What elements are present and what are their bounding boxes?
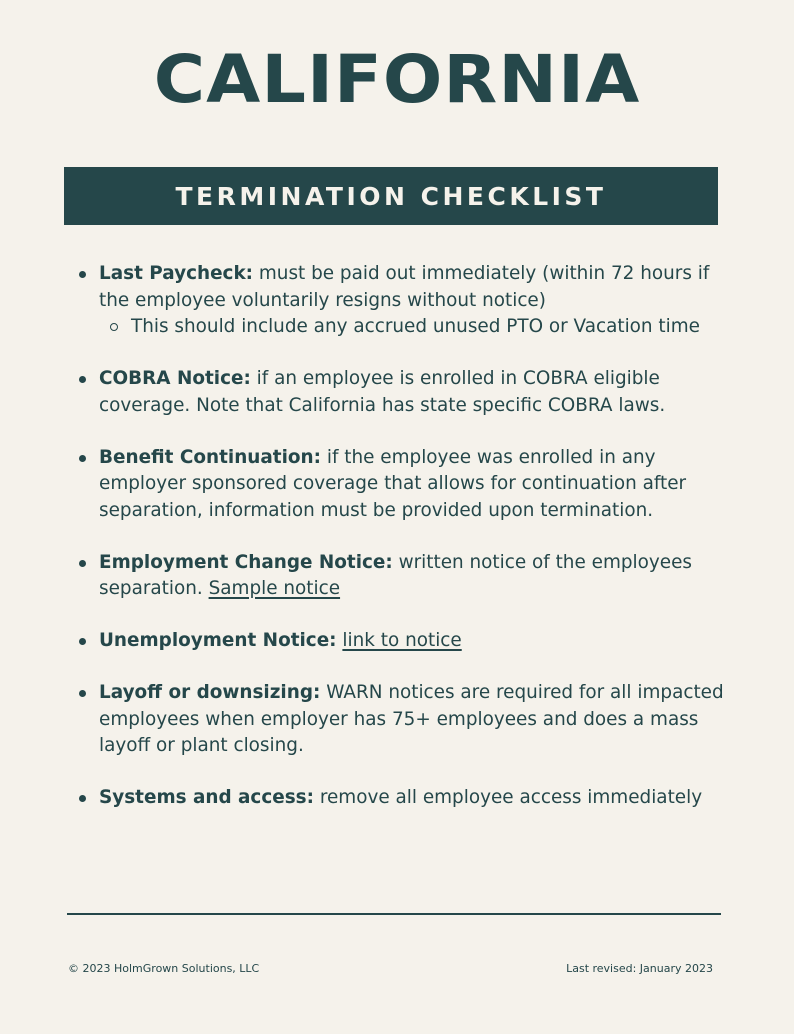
item-text: if an employee is enrolled in COBRA eligible coverage. Note that California has state specific COBRA laws.: [99, 368, 666, 416]
item-text: must be paid out immediately (within 72 hours if the employee voluntarily resigns without notice): [99, 263, 710, 311]
bullet-icon: [79, 376, 86, 383]
sub-list: [99, 314, 739, 341]
termination-checklist: [99, 261, 739, 837]
checklist-item-benefit-continuation: [99, 445, 739, 525]
checklist-item-layoff: [99, 680, 739, 760]
item-text: remove all employee access immediately: [313, 787, 703, 808]
item-label: Employment Change Notice:: [99, 551, 393, 573]
footer-divider: [67, 913, 721, 915]
item-label: COBRA Notice:: [99, 368, 251, 389]
item-text: WARN notices are required for all impacted employees when employer has 75+ employees and does a mass layoff or plant closing.: [99, 682, 724, 756]
copyright-text: © 2023 HolmGrown Solutions, LLC: [68, 962, 260, 975]
bullet-icon: [79, 455, 86, 462]
item-text: if the employee was enrolled in any employer sponsored coverage that allows for continuation after separation, information must be provided upon termination.: [99, 446, 687, 521]
bullet-icon: [79, 560, 86, 567]
bullet-icon: [79, 271, 86, 278]
unemployment-notice-link[interactable]: link to notice: [342, 630, 462, 651]
bullet-icon: [79, 690, 86, 697]
sub-item-pto: [99, 314, 739, 341]
last-revised-text: Last revised: January 2023: [566, 962, 713, 975]
sample-notice-link[interactable]: Sample notice: [208, 578, 341, 599]
checklist-item-systems-access: [99, 785, 739, 812]
banner-title: TERMINATION CHECKLIST: [175, 181, 607, 211]
item-text: written notice of the employees separation.: [99, 551, 692, 599]
item-label: Unemployment Notice:: [99, 630, 337, 651]
sub-item-text: This should include any accrued unused PTO or Vacation time: [131, 316, 700, 337]
item-label: Layoff or downsizing:: [99, 682, 321, 703]
hollow-bullet-icon: [110, 323, 118, 331]
checklist-banner: [64, 167, 718, 225]
item-label: Last Paycheck:: [99, 263, 254, 284]
checklist-item-unemployment-notice: [99, 628, 739, 655]
bullet-icon: [79, 795, 86, 802]
checklist-item-employment-change-notice: [99, 550, 739, 603]
checklist-item-last-paycheck: [99, 261, 739, 341]
item-label: Benefit Continuation:: [99, 446, 321, 468]
item-label: Systems and access:: [99, 787, 314, 808]
bullet-icon: [79, 638, 86, 645]
checklist-item-cobra-notice: [99, 366, 739, 419]
page-title: CALIFORNIA: [153, 41, 641, 118]
